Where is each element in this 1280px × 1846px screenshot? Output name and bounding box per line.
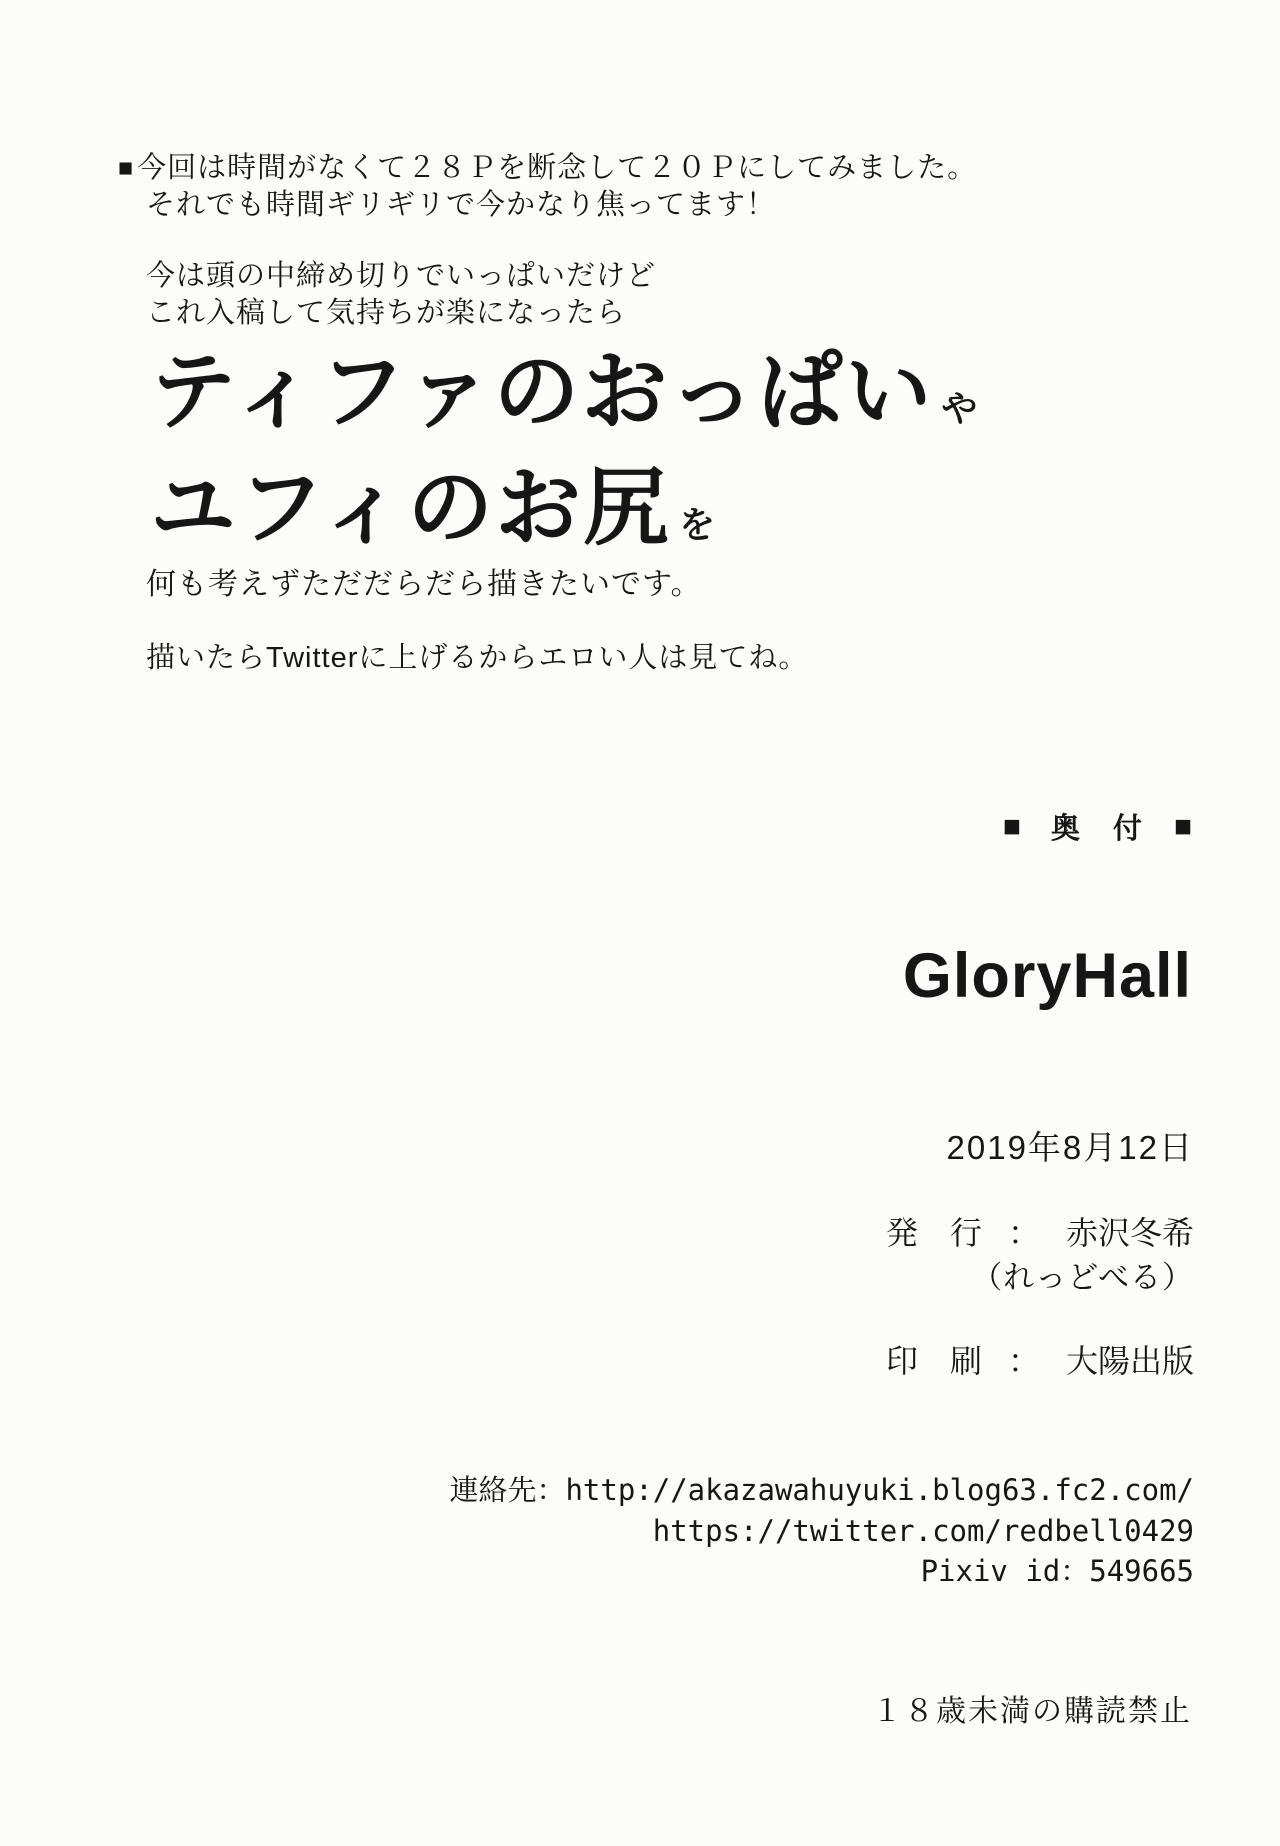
- afterword-paragraph-2: [146, 258, 656, 332]
- afterword-para2-line2: これ入稿して気持ちが楽になったら: [146, 297, 627, 329]
- headline-yuffie-particle: を: [679, 505, 718, 545]
- publication-date: 2019年8月12日: [946, 1129, 1194, 1166]
- publisher-label: 発 行: [885, 1215, 982, 1251]
- contact-label: 連絡先：: [449, 1475, 566, 1507]
- headline-yuffie: [150, 438, 717, 562]
- square-bullet-icon: ■: [118, 154, 135, 182]
- contact-blog-line: [449, 1470, 1194, 1511]
- contact-twitter-url: https://twitter.com/redbell0429: [652, 1514, 1194, 1548]
- age-restriction-notice: １８歳未満の購読禁止: [872, 1695, 1192, 1728]
- headline-tifa-text: ティファのおっぱい: [150, 344, 934, 440]
- headline-tifa-particle: や: [941, 389, 980, 429]
- printer-name: 大陽出版: [1065, 1343, 1194, 1379]
- afterword-paragraph-1: [118, 150, 977, 224]
- square-icon: ■: [1173, 809, 1192, 843]
- colon-separator: ：: [1007, 1343, 1040, 1379]
- afterword-para1-line2: それでも時間ギリギリで今かなり焦ってます！: [146, 189, 777, 221]
- publisher-row: [886, 1208, 1194, 1254]
- afterword-paragraph-4: 描いたらTwitterに上げるからエロい人は見てね。: [146, 642, 809, 674]
- contact-blog-url: http://akazawahuyuki.blog63.fc2.com/: [565, 1473, 1194, 1507]
- afterword-para1-line1: 今回は時間がなくて２８Ｐを断念して２０Ｐにしてみました。: [137, 152, 978, 184]
- printer-row: [886, 1336, 1194, 1382]
- contact-pixiv-id: Pixiv id：549665: [920, 1554, 1194, 1588]
- afterword-paragraph-3: 何も考えずただだらだら描きたいです。: [146, 568, 702, 601]
- printer-label: 印 刷: [885, 1343, 982, 1379]
- headline-tifa: [150, 322, 979, 446]
- contact-block: [449, 1470, 1194, 1591]
- colophon-section-title: 奥 付: [1050, 813, 1144, 845]
- afterword-para2-line1: 今は頭の中締め切りでいっぱいだけど: [146, 260, 657, 292]
- square-icon: ■: [1002, 809, 1021, 843]
- publisher-name: 赤沢冬希: [1065, 1215, 1194, 1251]
- publisher-alias: （れっどべる）: [971, 1260, 1194, 1295]
- circle-name: GloryHall: [902, 941, 1192, 1011]
- headline-yuffie-text: ユフィのお尻: [150, 460, 672, 556]
- colon-separator: ：: [1007, 1215, 1040, 1251]
- colophon-header: [1003, 806, 1192, 847]
